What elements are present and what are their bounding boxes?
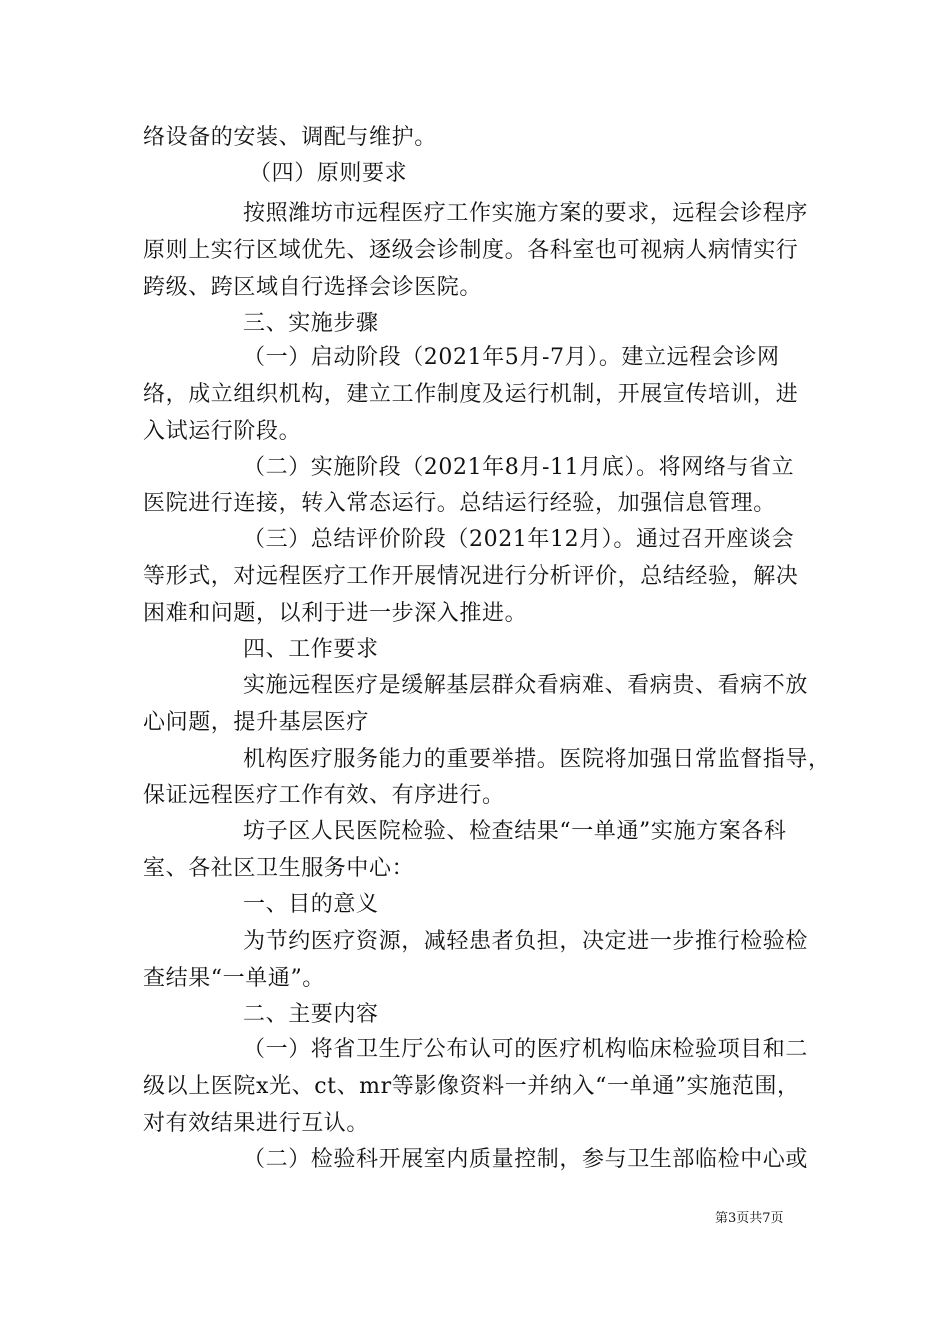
body-text-line: 跨级、跨区域自行选择会诊医院。 bbox=[143, 275, 483, 300]
body-text-line: 入试运行阶段。 bbox=[143, 419, 302, 444]
section-heading: 三、实施步骤 bbox=[243, 311, 379, 336]
body-text-line: 络设备的安装、调配与维护。 bbox=[143, 125, 437, 150]
body-text-line: 按照潍坊市远程医疗工作实施方案的要求，远程会诊程序 bbox=[243, 201, 809, 226]
body-text-line: 机构医疗服务能力的重要举措。医院将加强日常监督指导， bbox=[243, 747, 831, 772]
body-text-line: 保证远程医疗工作有效、有序进行。 bbox=[143, 783, 505, 808]
body-text-line: 查结果“一单通”。 bbox=[143, 966, 325, 991]
page-number-footer: 第3页共7页 bbox=[715, 1211, 784, 1226]
body-text-line: 实施远程医疗是缓解基层群众看病难、看病贵、看病不放 bbox=[243, 673, 809, 698]
section-heading: 二、主要内容 bbox=[243, 1002, 379, 1027]
body-text-line: 对有效结果进行互认。 bbox=[143, 1111, 370, 1136]
body-text-line: 原则上实行区域优先、逐级会诊制度。各科室也可视病人病情实行 bbox=[143, 238, 799, 263]
body-text-line: 络，成立组织机构，建立工作制度及运行机制，开展宣传培训，进 bbox=[143, 382, 799, 407]
body-text-line: （一）启动阶段（2021年5月-7月）。建立远程会诊网 bbox=[243, 345, 780, 370]
body-text-line: 心问题，提升基层医疗 bbox=[143, 710, 370, 735]
body-text-line: 级以上医院x光、ct、mr等影像资料一并纳入“一单通”实施范围， bbox=[143, 1074, 800, 1099]
section-subheading: （四）原则要求 bbox=[249, 161, 408, 186]
body-text-line: 室、各社区卫生服务中心： bbox=[143, 856, 415, 881]
body-text-line: 坊子区人民医院检验、检查结果“一单通”实施方案各科 bbox=[243, 819, 787, 844]
body-text-line: 等形式，对远程医疗工作开展情况进行分析评价，总结经验，解决 bbox=[143, 564, 799, 589]
body-text-line: （三）总结评价阶段（2021年12月）。通过召开座谈会 bbox=[243, 527, 795, 552]
section-heading: 一、目的意义 bbox=[243, 892, 379, 917]
body-text-line: （二）实施阶段（2021年8月-11月底）。将网络与省立 bbox=[243, 455, 795, 480]
section-heading: 四、工作要求 bbox=[243, 637, 379, 662]
body-text-line: 医院进行连接，转入常态运行。总结运行经验，加强信息管理。 bbox=[143, 491, 776, 516]
body-text-line: （一）将省卫生厅公布认可的医疗机构临床检验项目和二 bbox=[243, 1037, 809, 1062]
body-text-line: 困难和问题，以利于进一步深入推进。 bbox=[143, 601, 528, 626]
body-text-line: 为节约医疗资源，减轻患者负担，决定进一步推行检验检 bbox=[243, 929, 809, 954]
body-text-line: （二）检验科开展室内质量控制，参与卫生部临检中心或 bbox=[243, 1147, 809, 1172]
